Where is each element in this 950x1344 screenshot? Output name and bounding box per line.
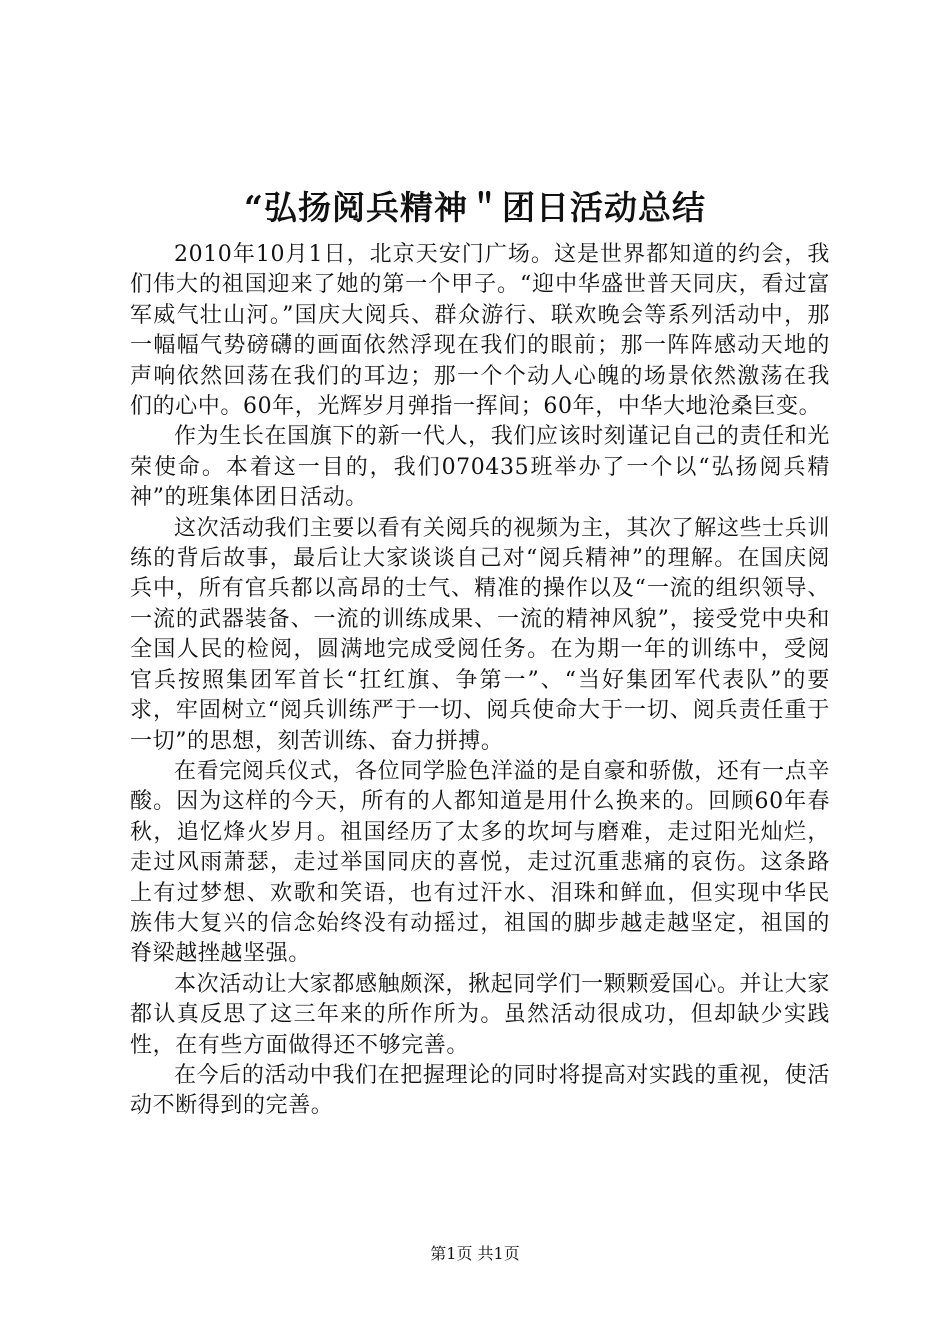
page-footer: 第1页 共1页 — [430, 1244, 520, 1263]
paragraph-intro: 2010年10月1日，北京天安门广场。这是世界都知道的约会，我们伟大的祖国迎来了她的第一个甲子。“迎中华盛世普天同庆，看过富军威气壮山河。”国庆大阅兵、群众游行、联欢晚会等系列活动中，那一幅幅气势磅礴的画面依然浮现在我们的眼前；那一阵阵感动天地的声响依然回荡在我们的耳边；那一个个动人心魄的场景依然激荡在我们的心中。60年，光辉岁月弹指一挥间；60年，中华大地沧桑巨变。 — [130, 242, 830, 420]
document-title: “弘扬阅兵精神＂团日活动总结 — [244, 188, 706, 227]
paragraph-evaluation: 本次活动让大家都感触颇深，揪起同学们一颗颗爱国心。并让大家都认真反思了这三年来的所作所为。虽然活动很成功，但却缺少实践性，在有些方面做得还不够完善。 — [130, 971, 830, 1058]
paragraph-outlook: 在今后的活动中我们在把握理论的同时将提高对实践的重视，使活动不断得到的完善。 — [130, 1062, 830, 1119]
document-body — [130, 240, 830, 1122]
paragraph-activity: 这次活动我们主要以看有关阅兵的视频为主，其次了解这些士兵训练的背后故事，最后让大家谈谈自己对“阅兵精神”的理解。在国庆阅兵中，所有官兵都以高昂的士气、精准的操作以及“一流的组织领导、一流的武器装备、一流的训练成果、一流的精神风貌”，接受党中央和全国人民的检阅，圆满地完成受阅任务。在为期一年的训练中，受阅官兵按照集团军首长“扛红旗、争第一”、“当好集团军代表队”的要求，牢固树立“阅兵训练严于一切、阅兵使命大于一切、阅兵责任重于一切”的思想，刻苦训练、奋力拼搏。 — [130, 515, 830, 754]
paragraph-purpose: 作为生长在国旗下的新一代人，我们应该时刻谨记自己的责任和光荣使命。本着这一目的，我们070435班举办了一个以“弘扬阅兵精神”的班集体团日活动。 — [130, 424, 830, 511]
paragraph-reflection: 在看完阅兵仪式，各位同学脸色洋溢的是自豪和骄傲，还有一点辛酸。因为这样的今天，所有的人都知道是用什么换来的。回顾60年春秋，追忆烽火岁月。祖国经历了太多的坎坷与磨难，走过阳光灿烂，走过风雨萧瑟，走过举国同庆的喜悦，走过沉重悲痛的哀伤。这条路上有过梦想、欢歌和笑语，也有过汗水、泪珠和鲜血，但实现中华民族伟大复兴的信念始终没有动摇过，祖国的脚步越走越坚定，祖国的脊梁越挫越坚强。 — [130, 758, 830, 967]
